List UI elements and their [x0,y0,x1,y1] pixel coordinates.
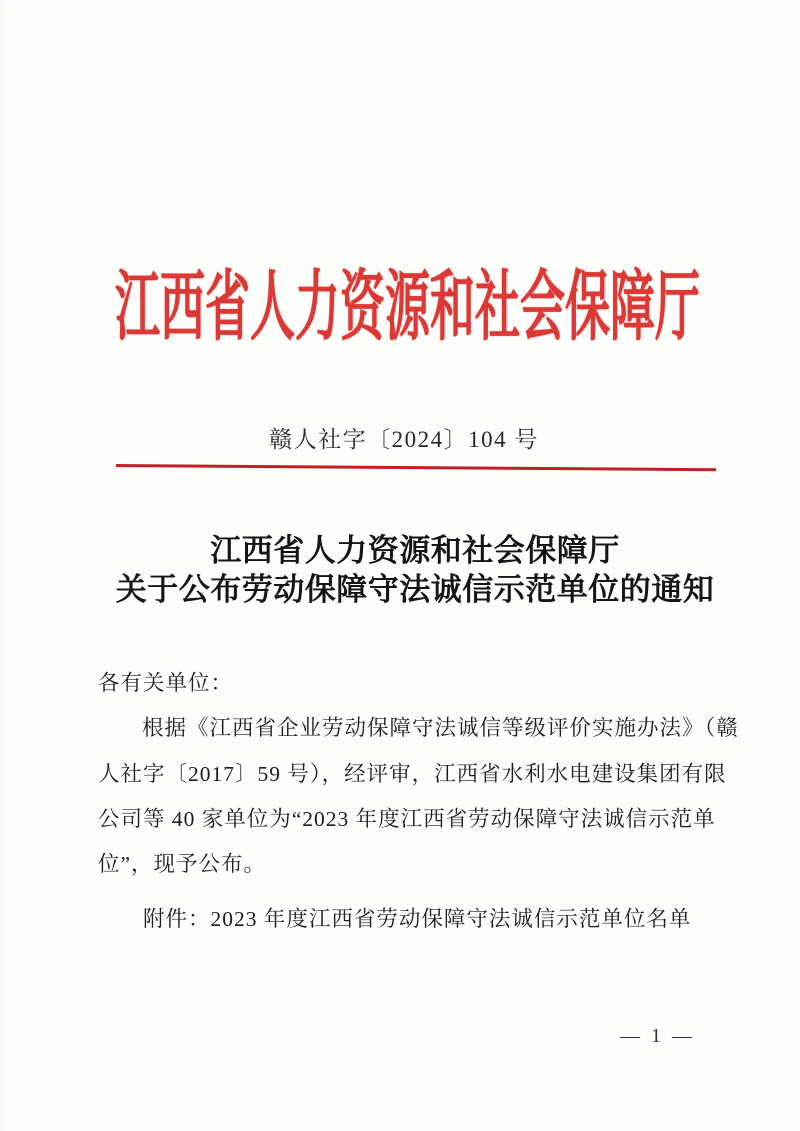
body-line: 位”，现予公布。 [98,852,267,877]
notice-body [98,661,738,887]
attachment-reference-line: 附件：2023 年度江西省劳动保障守法诚信示范单位名单 [143,907,692,931]
agency-letterhead: 江西省人力资源和社会保障厅 [115,264,701,350]
body-line: 根据《江西省企业劳动保障守法诚信等级评价实施办法》（赣 [142,716,739,741]
notice-title-line1: 江西省人力资源和社会保障厅 [210,533,620,568]
page-number: — 1 — [620,1025,695,1047]
salutation-line: 各有关单位： [98,671,234,695]
notice-title-line2: 关于公布劳动保障守法诚信示范单位的通知 [115,572,715,607]
body-line: 人社字〔2017〕59 号），经评审，江西省水利水电建设集团有限 [98,761,727,786]
document-reference-number: 赣人社字〔2024〕104 号 [269,427,539,452]
body-line: 公司等 40 家单位为“2023 年度江西省劳动保障守法诚信示范单 [98,806,716,831]
red-separator-rule [116,464,716,471]
notice-title [15,531,800,609]
